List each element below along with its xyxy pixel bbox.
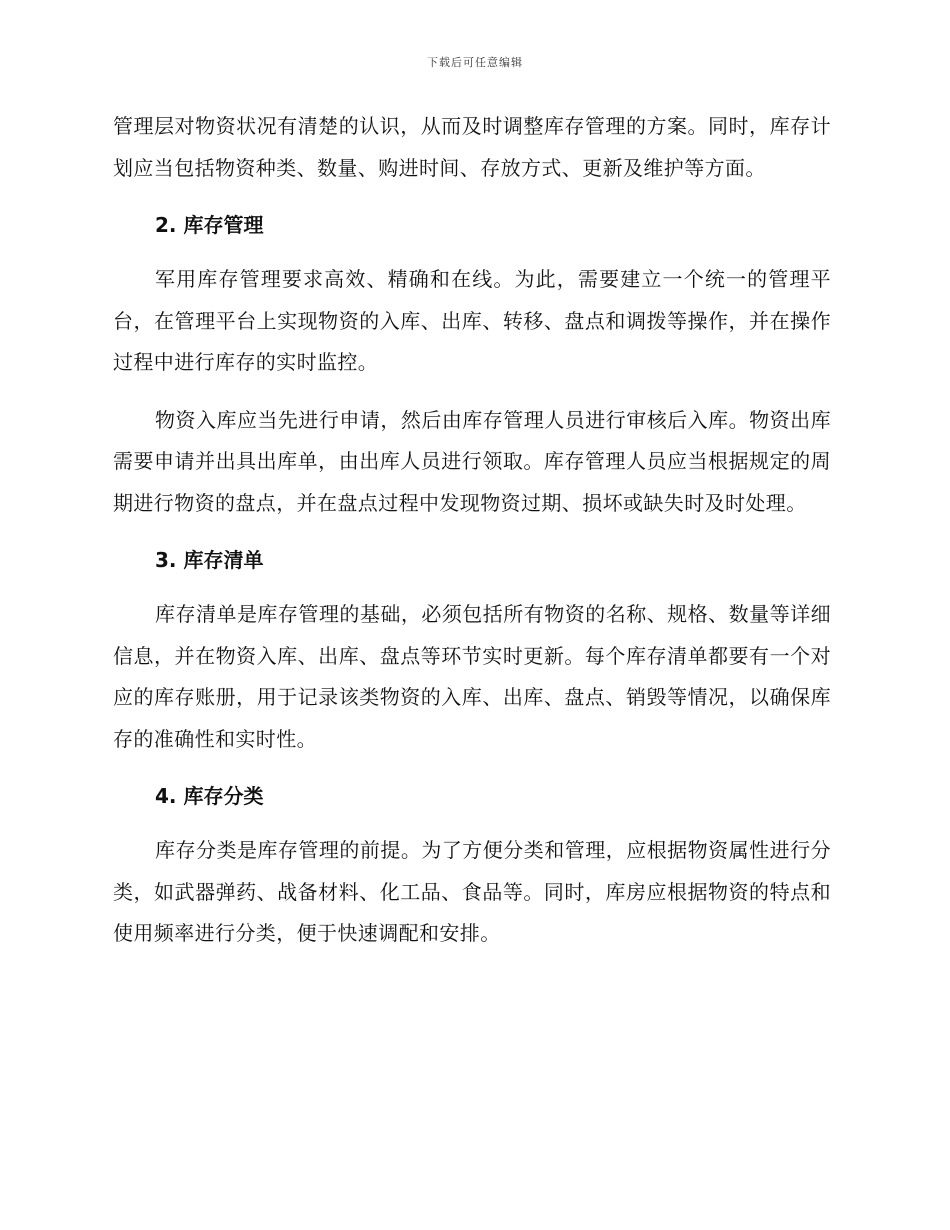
- section-2-paragraph-1: 军用库存管理要求高效、精确和在线。为此，需要建立一个统一的管理平台，在管理平台上实现物资的入库、出库、转移、盘点和调拨等操作，并在操作过程中进行库存的实时监控。: [113, 267, 831, 374]
- section-4-heading: 4. 库存分类: [155, 784, 264, 808]
- intro-paragraph: 管理层对物资状况有清楚的认识，从而及时调整库存管理的方案。同时，库存计划应当包括物资种类、数量、购进时间、存放方式、更新及维护等方面。: [113, 114, 831, 180]
- section-3-paragraph-1: 库存清单是库存管理的基础，必须包括所有物资的名称、规格、数量等详细信息，并在物资入库、出库、盘点等环节实时更新。每个库存清单都要有一个对应的库存账册，用于记录该类物资的入库、出库、盘点、销毁等情况，以确保库存的准确性和实时性。: [113, 602, 831, 751]
- section-2-heading: 2. 库存管理: [155, 213, 264, 237]
- section-4-paragraph-1: 库存分类是库存管理的前提。为了方便分类和管理，应根据物资属性进行分类，如武器弹药、战备材料、化工品、食品等。同时，库房应根据物资的特点和使用频率进行分类，便于快速调配和安排。: [113, 838, 831, 945]
- page-header: 下载后可任意编辑: [427, 56, 523, 69]
- section-3-heading: 3. 库存清单: [155, 548, 264, 572]
- document-body: [113, 106, 831, 971]
- section-2-paragraph-2: 物资入库应当先进行申请，然后由库存管理人员进行审核后入库。物资出库需要申请并出具出库单，由出库人员进行领取。库存管理人员应当根据规定的周期进行物资的盘点，并在盘点过程中发现物资过期、损坏或缺失时及时处理。: [113, 407, 831, 515]
